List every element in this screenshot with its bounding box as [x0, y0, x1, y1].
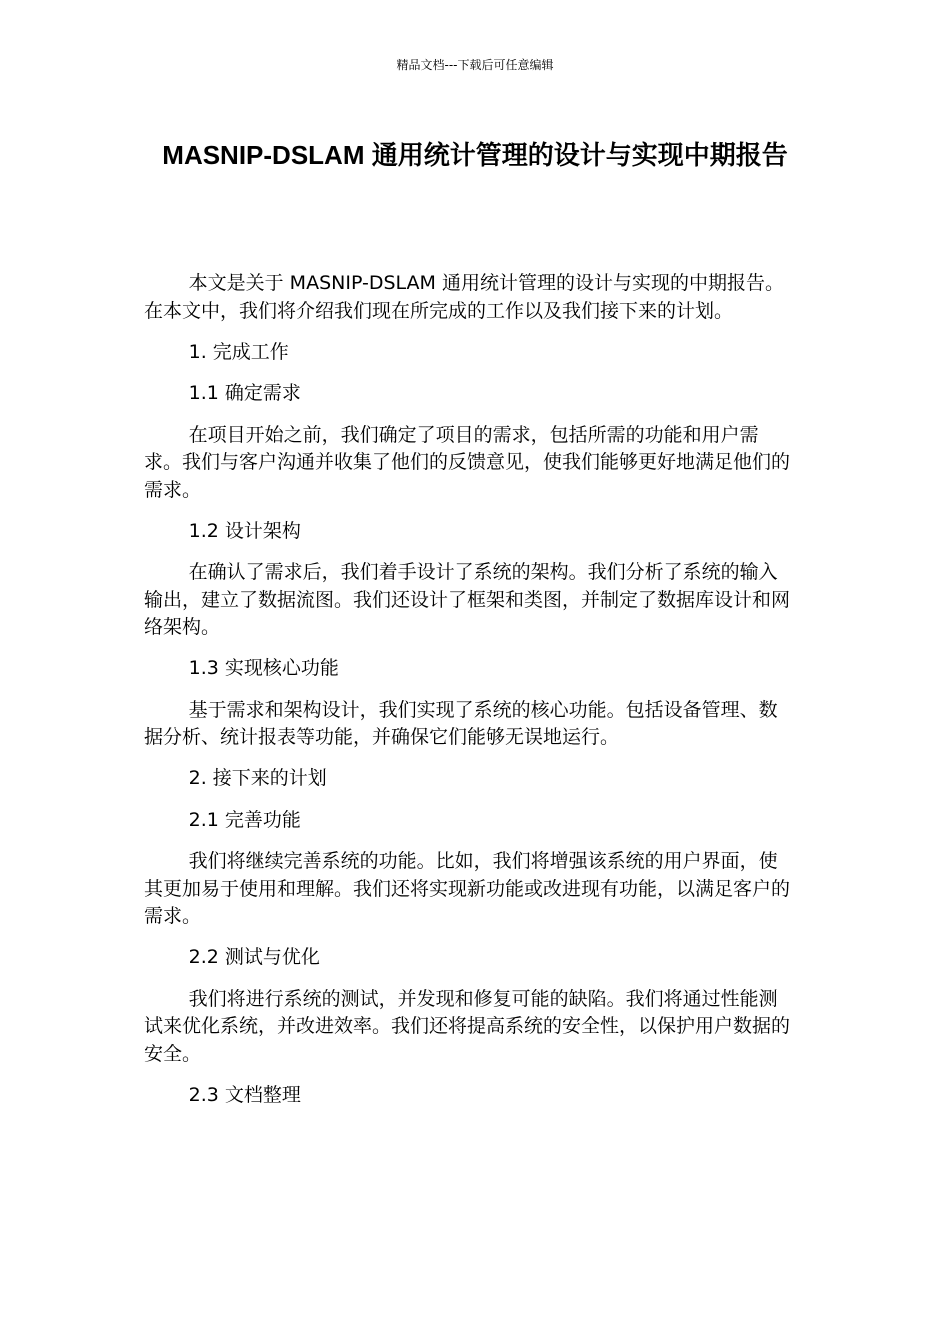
document-body — [144, 270, 794, 1123]
page-header-note: 精品文档---下载后可任意编辑 — [396, 58, 554, 72]
subsection-heading-requirements: 1.1 确定需求 — [188, 382, 301, 404]
subsection-heading-architecture: 1.2 设计架构 — [188, 519, 301, 542]
architecture-paragraph: 在确认了需求后，我们着手设计了系统的架构。我们分析了系统的输入输出，建立了数据流图。我们还设计了框架和类图，并制定了数据库设计和网络架构。 — [144, 561, 791, 638]
subsection-heading-documentation: 2.3 文档整理 — [188, 1083, 301, 1106]
section-heading-next-plan: 2. 接下来的计划 — [188, 767, 327, 789]
subsection-heading-testing: 2.2 测试与优化 — [188, 946, 320, 968]
intro-paragraph: 本文是关于 MASNIP-DSLAM 通用统计管理的设计与实现的中期报告。在本文中，我们将介绍我们现在所完成的工作以及我们接下来的计划。 — [144, 272, 784, 322]
improve-functions-paragraph: 我们将继续完善系统的功能。比如，我们将增强该系统的用户界面，使其更加易于使用和理解。我们还将实现新功能或改进现有功能，以满足客户的需求。 — [144, 850, 791, 927]
document-title: MASNIP-DSLAM 通用统计管理的设计与实现中期报告 — [162, 140, 788, 170]
subsection-heading-improve-functions: 2.1 完善功能 — [188, 808, 301, 831]
requirements-paragraph: 在项目开始之前，我们确定了项目的需求，包括所需的功能和用户需求。我们与客户沟通并收集了他们的反馈意见，使我们能够更好地满足他们的需求。 — [144, 423, 791, 501]
section-heading-completed-work: 1. 完成工作 — [188, 340, 289, 363]
testing-paragraph: 我们将进行系统的测试，并发现和修复可能的缺陷。我们将通过性能测试来优化系统，并改进效率。我们还将提高系统的安全性，以保护用户数据的安全。 — [144, 987, 791, 1065]
subsection-heading-core-functions: 1.3 实现核心功能 — [188, 657, 339, 679]
core-functions-paragraph: 基于需求和架构设计，我们实现了系统的核心功能。包括设备管理、数据分析、统计报表等功能，并确保它们能够无误地运行。 — [144, 698, 778, 748]
